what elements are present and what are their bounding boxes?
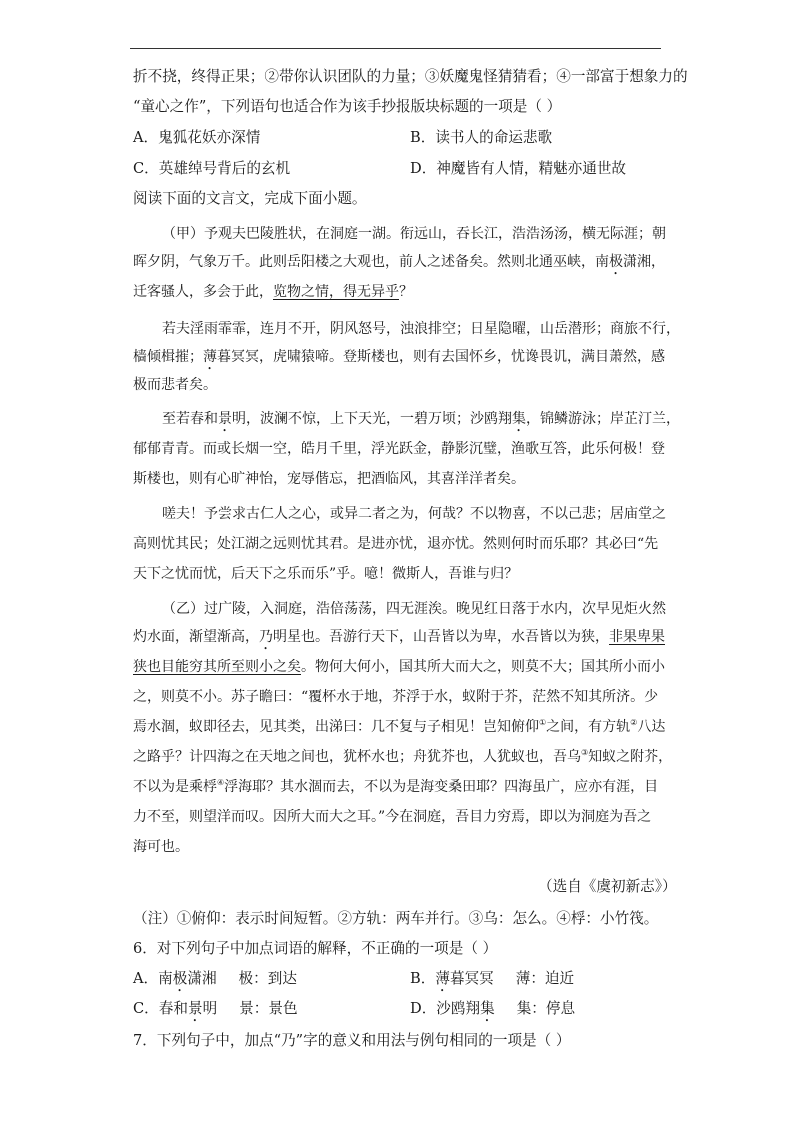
intro-line-2: “童心之作”，下列语句也适合作为该手抄报版块标题的一项是（ ） xyxy=(133,98,562,115)
jia-p1-line-1: （甲）予观夫巴陵胜状，在洞庭一湖。衔远山，吞长江，浩浩汤汤，横无际涯；朝 xyxy=(162,226,666,242)
jia-p3-line-3: 斯楼也，则有心旷神怡，宠辱偕忘，把酒临风，其喜洋洋者矣。 xyxy=(133,471,525,487)
dotted-word-nai: 乃 xyxy=(259,629,273,645)
option-a: A．鬼狐花妖亦深情 xyxy=(133,129,261,146)
yi-line-7: 不以为是乘桴④浮海耶？其水涸而去，不以为是海变桑田耶？四海虽广，应亦有涯，目 xyxy=(133,778,659,795)
option-c: C．英雄绰号背后的玄机 xyxy=(133,160,291,177)
annotations: （注）①俯仰：表示时间短暂。②方轨：两车并行。③乌：怎么。④桴：小竹筏。 xyxy=(133,910,659,927)
dotted-word-ji2: 集 xyxy=(512,411,526,427)
underlined-sentence-1: 览物之情，得无异乎 xyxy=(273,284,399,300)
q6-option-a: A．南极潇湘 极：到达 xyxy=(133,970,297,987)
jia-p4-line-2: 高则忧其民；处江湖之远则忧其君。是进亦忧，退亦忧。然则何时而乐耶？其必曰“先 xyxy=(133,536,659,552)
yi-line-4: 之，则莫不小。苏子瞻曰：“覆杯水于地，芥浮于水，蚁附于芥，茫然不知其所济。少 xyxy=(133,689,659,705)
underlined-sentence-2a: 非果卑果 xyxy=(609,629,665,645)
intro-line-1: 折不挠，终得正果；②带你认识团队的力量；③妖魔鬼怪猜猜看；④一部富于想象力的 xyxy=(133,68,688,85)
yi-line-9: 海可也。 xyxy=(133,839,189,855)
note-ref-3: ③ xyxy=(581,748,589,757)
note-ref-4: ④ xyxy=(217,778,225,787)
yi-line-1: （乙）过广陵，入洞庭，浩倍荡荡，四无涯涘。晚见红日落于水内，次早见炬火然 xyxy=(162,601,666,617)
dotted-word-jing: 景 xyxy=(218,411,232,427)
jia-p4-line-3: 天下之忧而忧，后天下之乐而乐”乎。噫！微斯人，吾谁与归？ xyxy=(133,566,519,582)
q7-stem: 7．下列句子中，加点“乃”字的意义和用法与例句相同的一项是（ ） xyxy=(133,1032,571,1049)
jia-p2-line-2: 樯倾楫摧；薄暮冥冥，虎啸猿啼。登斯楼也，则有去国怀乡，忧谗畏讥，满目萧然，感 xyxy=(133,349,665,365)
yi-line-3: 狭也目能穷其所至则小之矣。物何大何小，国其所大而大之，则莫不大；国其所小而小 xyxy=(133,659,665,675)
header-rule xyxy=(130,48,661,49)
jia-p1-line-2: 晖夕阴，气象万千。此则岳阳楼之大观也，前人之述备矣。然则北通巫峡，南极潇湘， xyxy=(133,254,665,270)
underlined-sentence-2b: 狭也目能穷其所至则小之矣 xyxy=(133,659,301,675)
q6-option-c: C．春和景明 景：景色 xyxy=(133,1000,298,1017)
source-citation: （选自《虞初新志》） xyxy=(538,878,677,895)
yi-line-8: 力不至，则望洋而叹。因所大而大之耳。”今在洞庭，吾目力穷焉，即以为洞庭为吾之 xyxy=(133,809,652,825)
jia-p2-line-3: 极而悲者矣。 xyxy=(133,377,217,393)
yi-line-2: 灼水面，渐望渐高，乃明星也。吾游行天下，山吾皆以为卑，水吾皆以为狭，非果卑果 xyxy=(133,629,665,645)
q6-option-b: B．薄暮冥冥 薄：迫近 xyxy=(410,970,575,987)
jia-p3-line-2: 郁郁青青。而或长烟一空，皓月千里，浮光跃金，静影沉璧，渔歌互答，此乐何极！登 xyxy=(133,441,665,457)
jia-p4-line-1: 嗟夫！予尝求古仁人之心，或异二者之为，何哉？不以物喜，不以己悲；居庙堂之 xyxy=(162,506,666,522)
dotted-word-ji: 极 xyxy=(609,254,623,270)
note-ref-1: ① xyxy=(539,718,547,727)
option-d: D．神魔皆有人情，精魅亦通世故 xyxy=(410,160,627,177)
jia-p1-line-3: 迁客骚人，多会于此，览物之情，得无异乎？ xyxy=(133,284,413,300)
option-b: B．读书人的命运悲歌 xyxy=(410,129,553,146)
q6-stem: 6．对下列句子中加点词语的解释，不正确的一项是（ ） xyxy=(133,940,498,957)
jia-p2-line-1: 若夫淫雨霏霏，连月不开，阴风怒号，浊浪排空；日星隐曜，山岳潜形；商旅不行， xyxy=(162,321,680,337)
read-instruction: 阅读下面的文言文，完成下面小题。 xyxy=(133,190,367,207)
yi-line-5: 焉水涸，蚁即径去，见其类，出涕曰：几不复与子相见！岂知俯仰①之间，有方轨②八达 xyxy=(133,718,666,735)
note-ref-2: ② xyxy=(630,718,638,727)
yi-line-6: 之路乎？计四海之在天地之间也，犹杯水也；舟犹芥也，人犹蚁也，吾乌③知蚁之附芥， xyxy=(133,748,673,765)
dotted-word-bo: 薄 xyxy=(203,349,217,365)
q6-option-d: D．沙鸥翔集 集：停息 xyxy=(410,1000,576,1017)
jia-p3-line-1: 至若春和景明，波澜不惊，上下天光，一碧万顷；沙鸥翔集，锦鳞游泳；岸芷汀兰， xyxy=(162,411,680,427)
